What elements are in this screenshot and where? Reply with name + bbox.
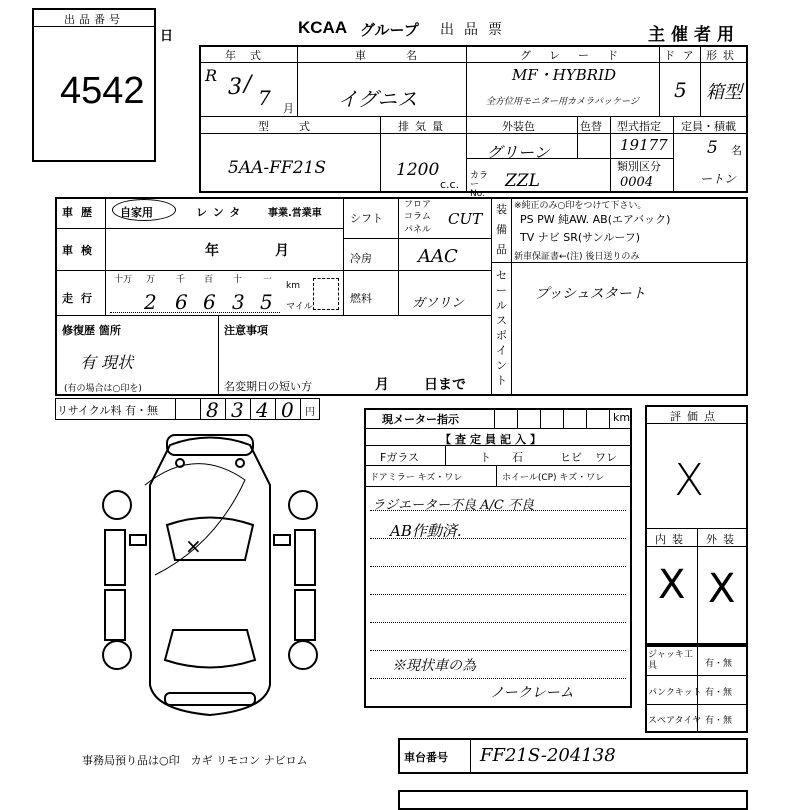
options-warranty: 新車保証書←(注) 後日送りのみ <box>514 252 640 262</box>
options-line2: TV ナビ SR(サンルーフ) <box>520 231 641 244</box>
ac-label: 冷房 <box>350 252 372 265</box>
shaken-label: 車検 <box>62 244 100 257</box>
interior-value: X <box>658 562 686 608</box>
digit-label-0: 十万 <box>114 275 133 285</box>
recycle-digit-1: 8 <box>206 398 219 422</box>
grade-line1: MF・HYBRID <box>512 66 617 84</box>
shift-label: シフト <box>350 212 383 225</box>
mileage-digit-5: 5 <box>260 290 273 314</box>
options-note: ※純正のみ○印をつけて下さい。 <box>514 201 647 211</box>
expiry-day: 日まで <box>424 377 466 393</box>
acc-value-2: 有・無 <box>705 716 733 726</box>
mileage-digit-2: 6 <box>175 290 188 314</box>
svg-text:×: × <box>185 534 202 558</box>
wheel-label: ホイール(CP) キズ・ワレ <box>502 473 605 483</box>
header-copy: 主催者用 <box>648 25 740 45</box>
month-value: 7 <box>258 86 271 110</box>
class-value: 0004 <box>620 175 654 190</box>
exterior-value: X <box>708 566 736 612</box>
year-label: 年式 <box>225 49 275 62</box>
color-no-value: ZZL <box>505 171 540 191</box>
recycle-digit-3: 4 <box>256 398 269 422</box>
model-value: 5AA-FF21S <box>228 158 326 178</box>
shaken-year: 年 <box>205 243 219 259</box>
ac-value: AAC <box>418 246 458 267</box>
class-label: 類別区分 <box>617 160 661 173</box>
options-side-label: 装備品 <box>496 203 507 256</box>
color-value: グリーン <box>486 143 550 162</box>
year-value: 3 <box>228 75 242 100</box>
mileage-digit-3: 6 <box>203 290 216 314</box>
expiry-label: 名変期日の短い方 <box>224 380 312 393</box>
hibi-label: ヒビ <box>560 451 582 464</box>
inspector-note-4: ノークレーム <box>490 685 574 701</box>
load-value: ートン <box>700 172 737 186</box>
inspector-title: 【査定員記入】 <box>440 433 545 446</box>
digit-label-3: 百 <box>204 275 214 285</box>
mirror-label: ドアミラー キズ・ワレ <box>370 473 463 483</box>
tobi-label: ト <box>480 451 491 464</box>
displacement-label: 排気量 <box>398 120 449 133</box>
recycle-digit-4: 0 <box>281 398 294 422</box>
interior-label: 内装 <box>655 533 689 546</box>
mileage-digit-4: 3 <box>232 290 245 314</box>
acc-label-2: スペアタイヤ <box>648 716 702 726</box>
history-option-private: 自家用 <box>120 206 153 219</box>
type-spec-value: 19177 <box>620 136 668 154</box>
meter-unit: km <box>613 411 631 424</box>
fuel-label: 燃料 <box>350 292 372 305</box>
repair-note: (有の場合は○印を) <box>64 384 142 394</box>
chassis-label: 車台番号 <box>404 751 448 764</box>
header-title: 出品票 <box>440 22 512 38</box>
digit-label-5: 一 <box>263 275 273 285</box>
header-brand: KCAA <box>298 18 348 37</box>
mileage-label: 走行 <box>62 292 100 305</box>
meter-label: 現メーター指示 <box>382 413 459 426</box>
caution-label: 注意事項 <box>224 324 268 337</box>
office-note: 事務局預り品は○印 カギ リモコン ナビロム <box>82 754 308 767</box>
digit-label-2: 千 <box>176 275 186 285</box>
history-option-business: 事業.営業車 <box>268 208 322 219</box>
inspector-note-3: ※現状車の為 <box>392 658 476 674</box>
lot-label: 出品番号 <box>64 13 124 26</box>
sales-point-text: プッシュスタート <box>535 286 646 302</box>
history-option-rental: レンタ <box>196 206 247 219</box>
shift-opt-column: コラム <box>404 212 431 222</box>
shift-opt-floor: フロア <box>404 200 432 210</box>
chassis-value: FF21S-204138 <box>480 745 616 766</box>
capacity-label: 定員・積載 <box>681 120 736 133</box>
acc-label-1: パンクキット <box>648 688 702 698</box>
score-label: 評価点 <box>670 410 721 423</box>
sales-point-label: セールスポイント <box>496 269 507 387</box>
expiry-month: 月 <box>375 377 389 393</box>
acc-value-0: 有・無 <box>705 659 733 669</box>
mileage-digit-1: 2 <box>144 290 157 314</box>
fuel-value: ガソリン <box>412 296 465 311</box>
options-line1: PS PW 純AW. AB(エアバック) <box>520 213 671 226</box>
history-label: 車歴 <box>62 206 100 219</box>
digit-label-4: 十 <box>233 275 243 285</box>
car-diagram <box>95 425 325 725</box>
displacement-unit: c.c. <box>440 178 460 191</box>
model-label: 型式 <box>258 120 340 133</box>
color-label: 外装色 <box>502 120 535 133</box>
score-value: X <box>674 455 705 506</box>
door-value: 5 <box>674 78 687 102</box>
acc-label-0: ジャッキ工具 <box>648 650 693 671</box>
digit-label-1: 万 <box>146 275 156 285</box>
bottom-box <box>398 790 748 810</box>
door-label: ドア <box>664 49 702 62</box>
acc-value-1: 有・無 <box>705 688 733 698</box>
ware-label: ワレ <box>595 451 617 464</box>
shape-value: 箱型 <box>706 82 742 103</box>
month-unit: 月 <box>283 102 294 115</box>
shift-opt-panel: パネル <box>404 225 432 235</box>
recycle-unit: 円 <box>305 407 315 418</box>
grade-label: グレード <box>520 49 636 62</box>
repair-label: 修復歴 箇所 <box>62 324 121 337</box>
type-spec-label: 型式指定 <box>617 120 661 133</box>
repair-value: 有 現状 <box>80 353 134 372</box>
shaken-month: 月 <box>275 243 289 259</box>
capacity-unit: 名 <box>731 144 742 157</box>
year-era: R <box>205 66 218 85</box>
capacity-value: 5 <box>707 138 718 158</box>
day-mark: 日 <box>160 29 174 44</box>
ishi-label: 石 <box>512 451 523 464</box>
mileage-mile: マイル <box>286 302 313 312</box>
displacement-value: 1200 <box>396 160 440 180</box>
recycle-label: リサイクル料 有・無 <box>57 404 158 417</box>
lot-number: 4542 <box>60 70 145 112</box>
shape-label: 形状 <box>706 49 740 62</box>
inspector-note-1: ラジエーター不良 A/C 不良 <box>372 498 534 513</box>
grade-line2: 全方位用モニター用カメラパッケージ <box>486 97 639 107</box>
car-name: イグニス <box>338 87 418 111</box>
exterior-label: 外装 <box>706 533 740 546</box>
color-no-label: カラーNo. <box>470 171 489 199</box>
inspector-note-2: AB作動済. <box>390 522 462 540</box>
header-group: グループ <box>360 21 419 39</box>
mileage-km: km <box>286 281 300 291</box>
shift-value: CUT <box>448 210 483 228</box>
color-change-label: 色替 <box>580 120 602 133</box>
fglass-label: Fガラス <box>380 451 419 464</box>
name-label: 車名 <box>355 49 457 62</box>
history-private-circle <box>112 199 176 221</box>
recycle-digit-2: 3 <box>231 398 244 422</box>
